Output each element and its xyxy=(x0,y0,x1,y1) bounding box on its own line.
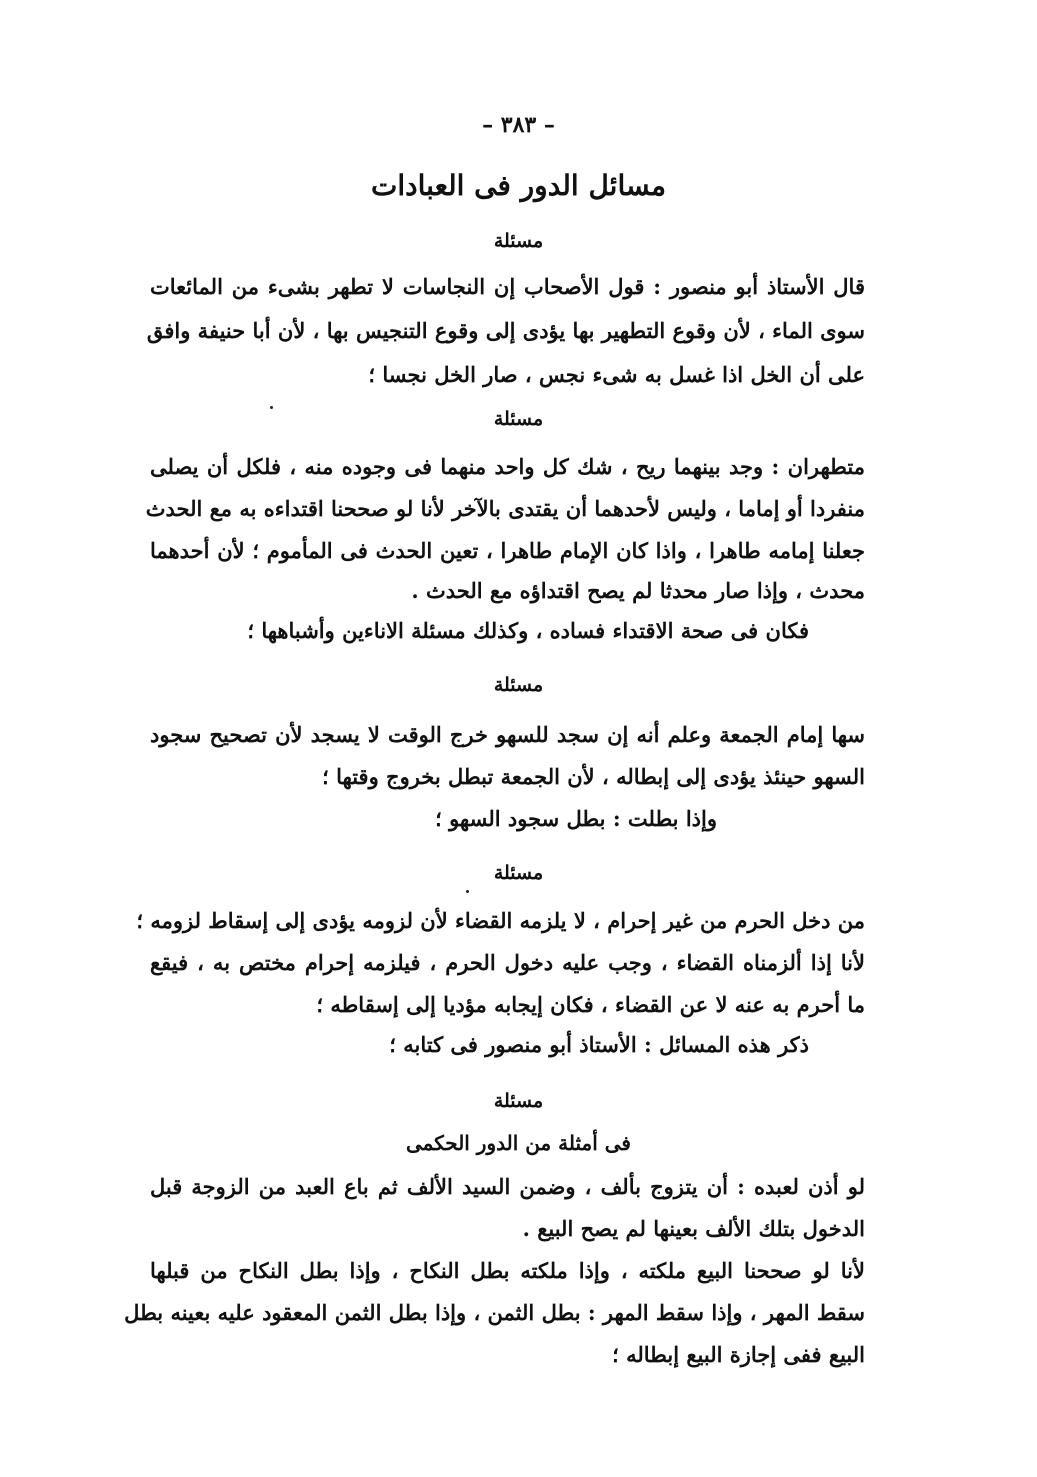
paragraph-line: جعلنا إمامه طاهرا ، واذا كان الإمام طاهرا ، تعين الحدث فى المأموم ؛ لأن أحدهما xyxy=(150,538,865,563)
paragraph-line: فكان فى صحة الاقتداء فساده ، وكذلك مسئلة الاناءين وأشباهها ؛ xyxy=(247,618,809,643)
paragraph-line: سوى الماء ، لأن وقوع التطهير بها يؤدى إلى وقوع التنجيس بها ، لأن أبا حنيفة وافق xyxy=(146,318,865,343)
page-title: مسائل الدور فى العبادات xyxy=(371,169,666,202)
paragraph-line: البيع ففى إجازة البيع إبطاله ؛ xyxy=(612,1342,865,1367)
paragraph-line: السهو حينئذ يؤدى إلى إبطاله ، لأن الجمعة تبطل بخروج وقتها ؛ xyxy=(322,764,865,789)
paragraph-line: لو أذن لعبده : أن يتزوج بألف ، وضمن السيد الألف ثم باع العبد من الزوجة قبل xyxy=(150,1174,865,1199)
paragraph-line: لأنا لو صححنا البيع ملكته ، وإذا ملكته بطل النكاح ، وإذا بطل النكاح من قبلها xyxy=(150,1258,865,1283)
paragraph-line: محدث ، وإذا صار محدثا لم يصح اقتداؤه مع الحدث . xyxy=(411,578,865,603)
section-subheading: فى أمثلة من الدور الحكمى xyxy=(406,1131,631,1155)
paragraph-line: متطهران : وجد بينهما ريح ، شك كل واحد منهما فى وجوده منه ، فلكل أن يصلى xyxy=(150,454,865,479)
section-heading: مسئلة xyxy=(493,862,544,884)
paragraph-line: وإذا بطلت : بطل سجود السهو ؛ xyxy=(435,806,717,831)
paragraph-line: منفردا أو إماما ، وليس لأحدهما أن يقتدى بالآخر لأنا لو صححنا اقتداءه به مع الحدث xyxy=(145,496,865,521)
section-heading: مسئلة xyxy=(493,230,544,252)
section-heading: مسئلة xyxy=(493,674,544,696)
paragraph-line: سها إمام الجمعة وعلم أنه إن سجد للسهو خرج الوقت لا يسجد لأن تصحيح سجود xyxy=(150,722,865,747)
paragraph-line: الدخول بتلك الألف بعينها لم يصح البيع . xyxy=(522,1216,865,1241)
paragraph-line: سقط المهر ، وإذا سقط المهر : بطل الثمن ، وإذا بطل الثمن المعقود عليه بعينه بطل xyxy=(124,1300,865,1325)
section-heading: مسئلة xyxy=(493,408,544,430)
scan-speck xyxy=(466,890,469,893)
section-heading: مسئلة xyxy=(493,1090,544,1112)
paragraph-line: من دخل الحرم من غير إحرام ، لا يلزمه القضاء لأن لزومه يؤدى إلى إسقاط لزومه ؛ xyxy=(136,908,865,933)
paragraph-line: ما أحرم به عنه لا عن القضاء ، فكان إيجابه مؤديا إلى إسقاطه ؛ xyxy=(316,992,865,1017)
paragraph-line: لأنا إذا ألزمناه القضاء ، وجب عليه دخول الحرم ، فيلزمه إحرام مختص به ، فيقع xyxy=(150,950,865,975)
paragraph-line: ذكر هذه المسائل : الأستاذ أبو منصور فى كتابه ؛ xyxy=(389,1032,809,1057)
scan-speck xyxy=(270,406,273,409)
paragraph-line: قال الأستاذ أبو منصور : قول الأصحاب إن النجاسات لا تطهر بشىء من المائعات xyxy=(150,274,865,299)
paragraph-line: على أن الخل اذا غسل به شىء نجس ، صار الخل نجسا ؛ xyxy=(368,362,865,387)
page-number: – ٣٨٣ – xyxy=(482,112,555,138)
